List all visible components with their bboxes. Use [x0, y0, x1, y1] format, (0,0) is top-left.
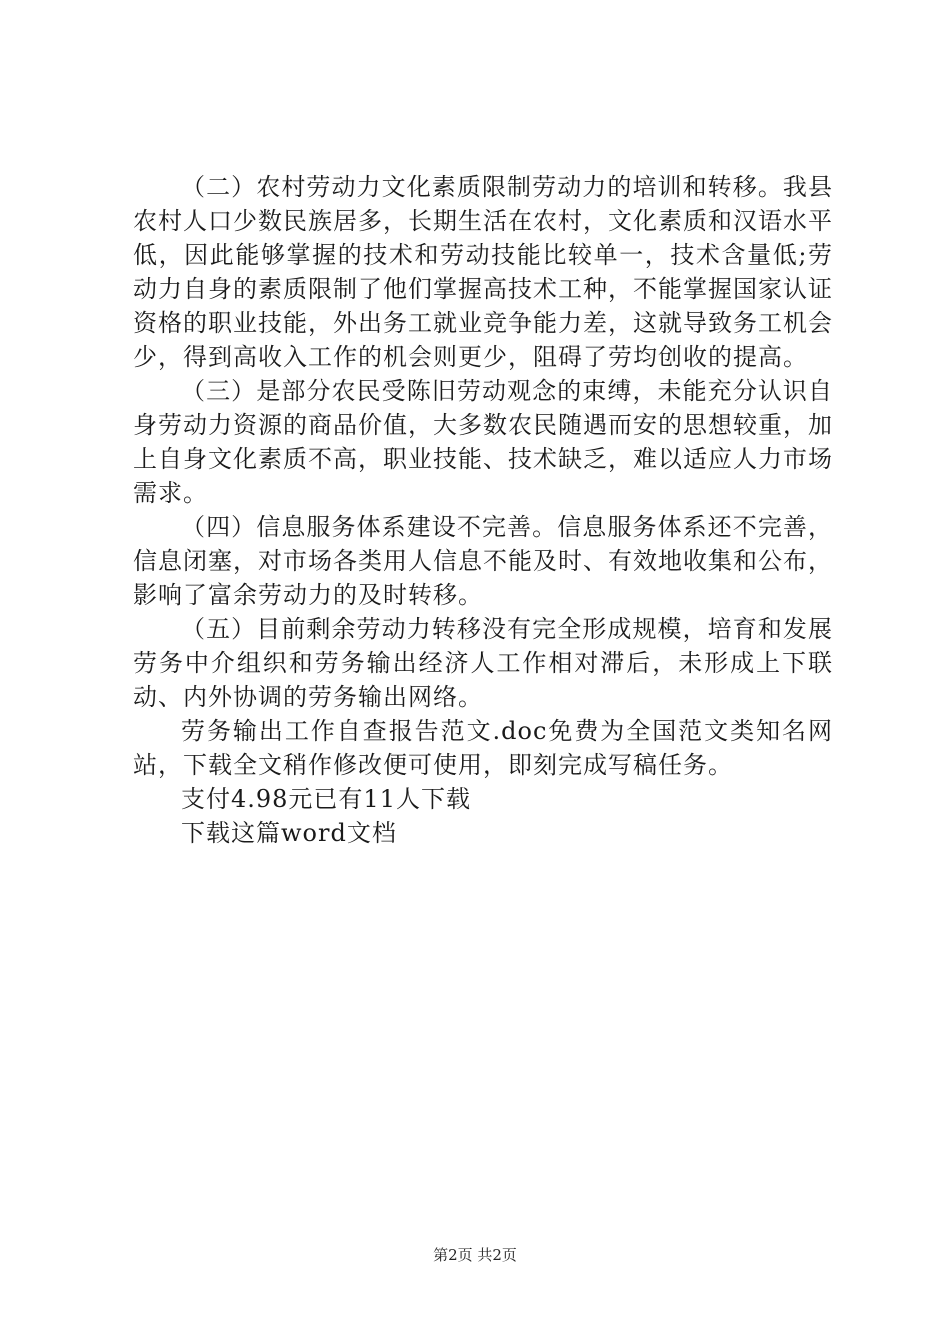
- download-word-link[interactable]: 下载这篇word文档: [181, 819, 397, 847]
- paragraph-section-3: （三）是部分农民受陈旧劳动观念的束缚，未能充分认识自身劳动力资源的商品价值，大多数农民随遇而安的思想较重，加上自身文化素质不高，职业技能、技术缺乏，难以适应人力市场需求。: [133, 377, 833, 507]
- paragraph-section-4: （四）信息服务体系建设不完善。信息服务体系还不完善，信息闭塞，对市场各类用人信息不能及时、有效地收集和公布，影响了富余劳动力的及时转移。: [133, 513, 833, 609]
- paragraph-site-note: 劳务输出工作自查报告范文.doc免费为全国范文类知名网站，下载全文稍作修改便可使用，即刻完成写稿任务。: [133, 717, 833, 779]
- document-body: [133, 170, 833, 850]
- paragraph-section-2: （二）农村劳动力文化素质限制劳动力的培训和转移。我县农村人口少数民族居多，长期生活在农村，文化素质和汉语水平低，因此能够掌握的技术和劳动技能比较单一，技术含量低;劳动力自身的素质限制了他们掌握高技术工种，不能掌握国家认证资格的职业技能，外出务工就业竞争能力差，这就导致务工机会少，得到高收入工作的机会则更少，阻碍了劳均创收的提高。: [133, 173, 833, 371]
- paragraph-section-5: （五）目前剩余劳动力转移没有完全形成规模，培育和发展劳务中介组织和劳务输出经济人工作相对滞后，未形成上下联动、内外协调的劳务输出网络。: [133, 615, 833, 711]
- payment-download-count: 支付4.98元已有11人下载: [181, 785, 471, 813]
- page-number-footer: 第2页 共2页: [433, 1246, 517, 1264]
